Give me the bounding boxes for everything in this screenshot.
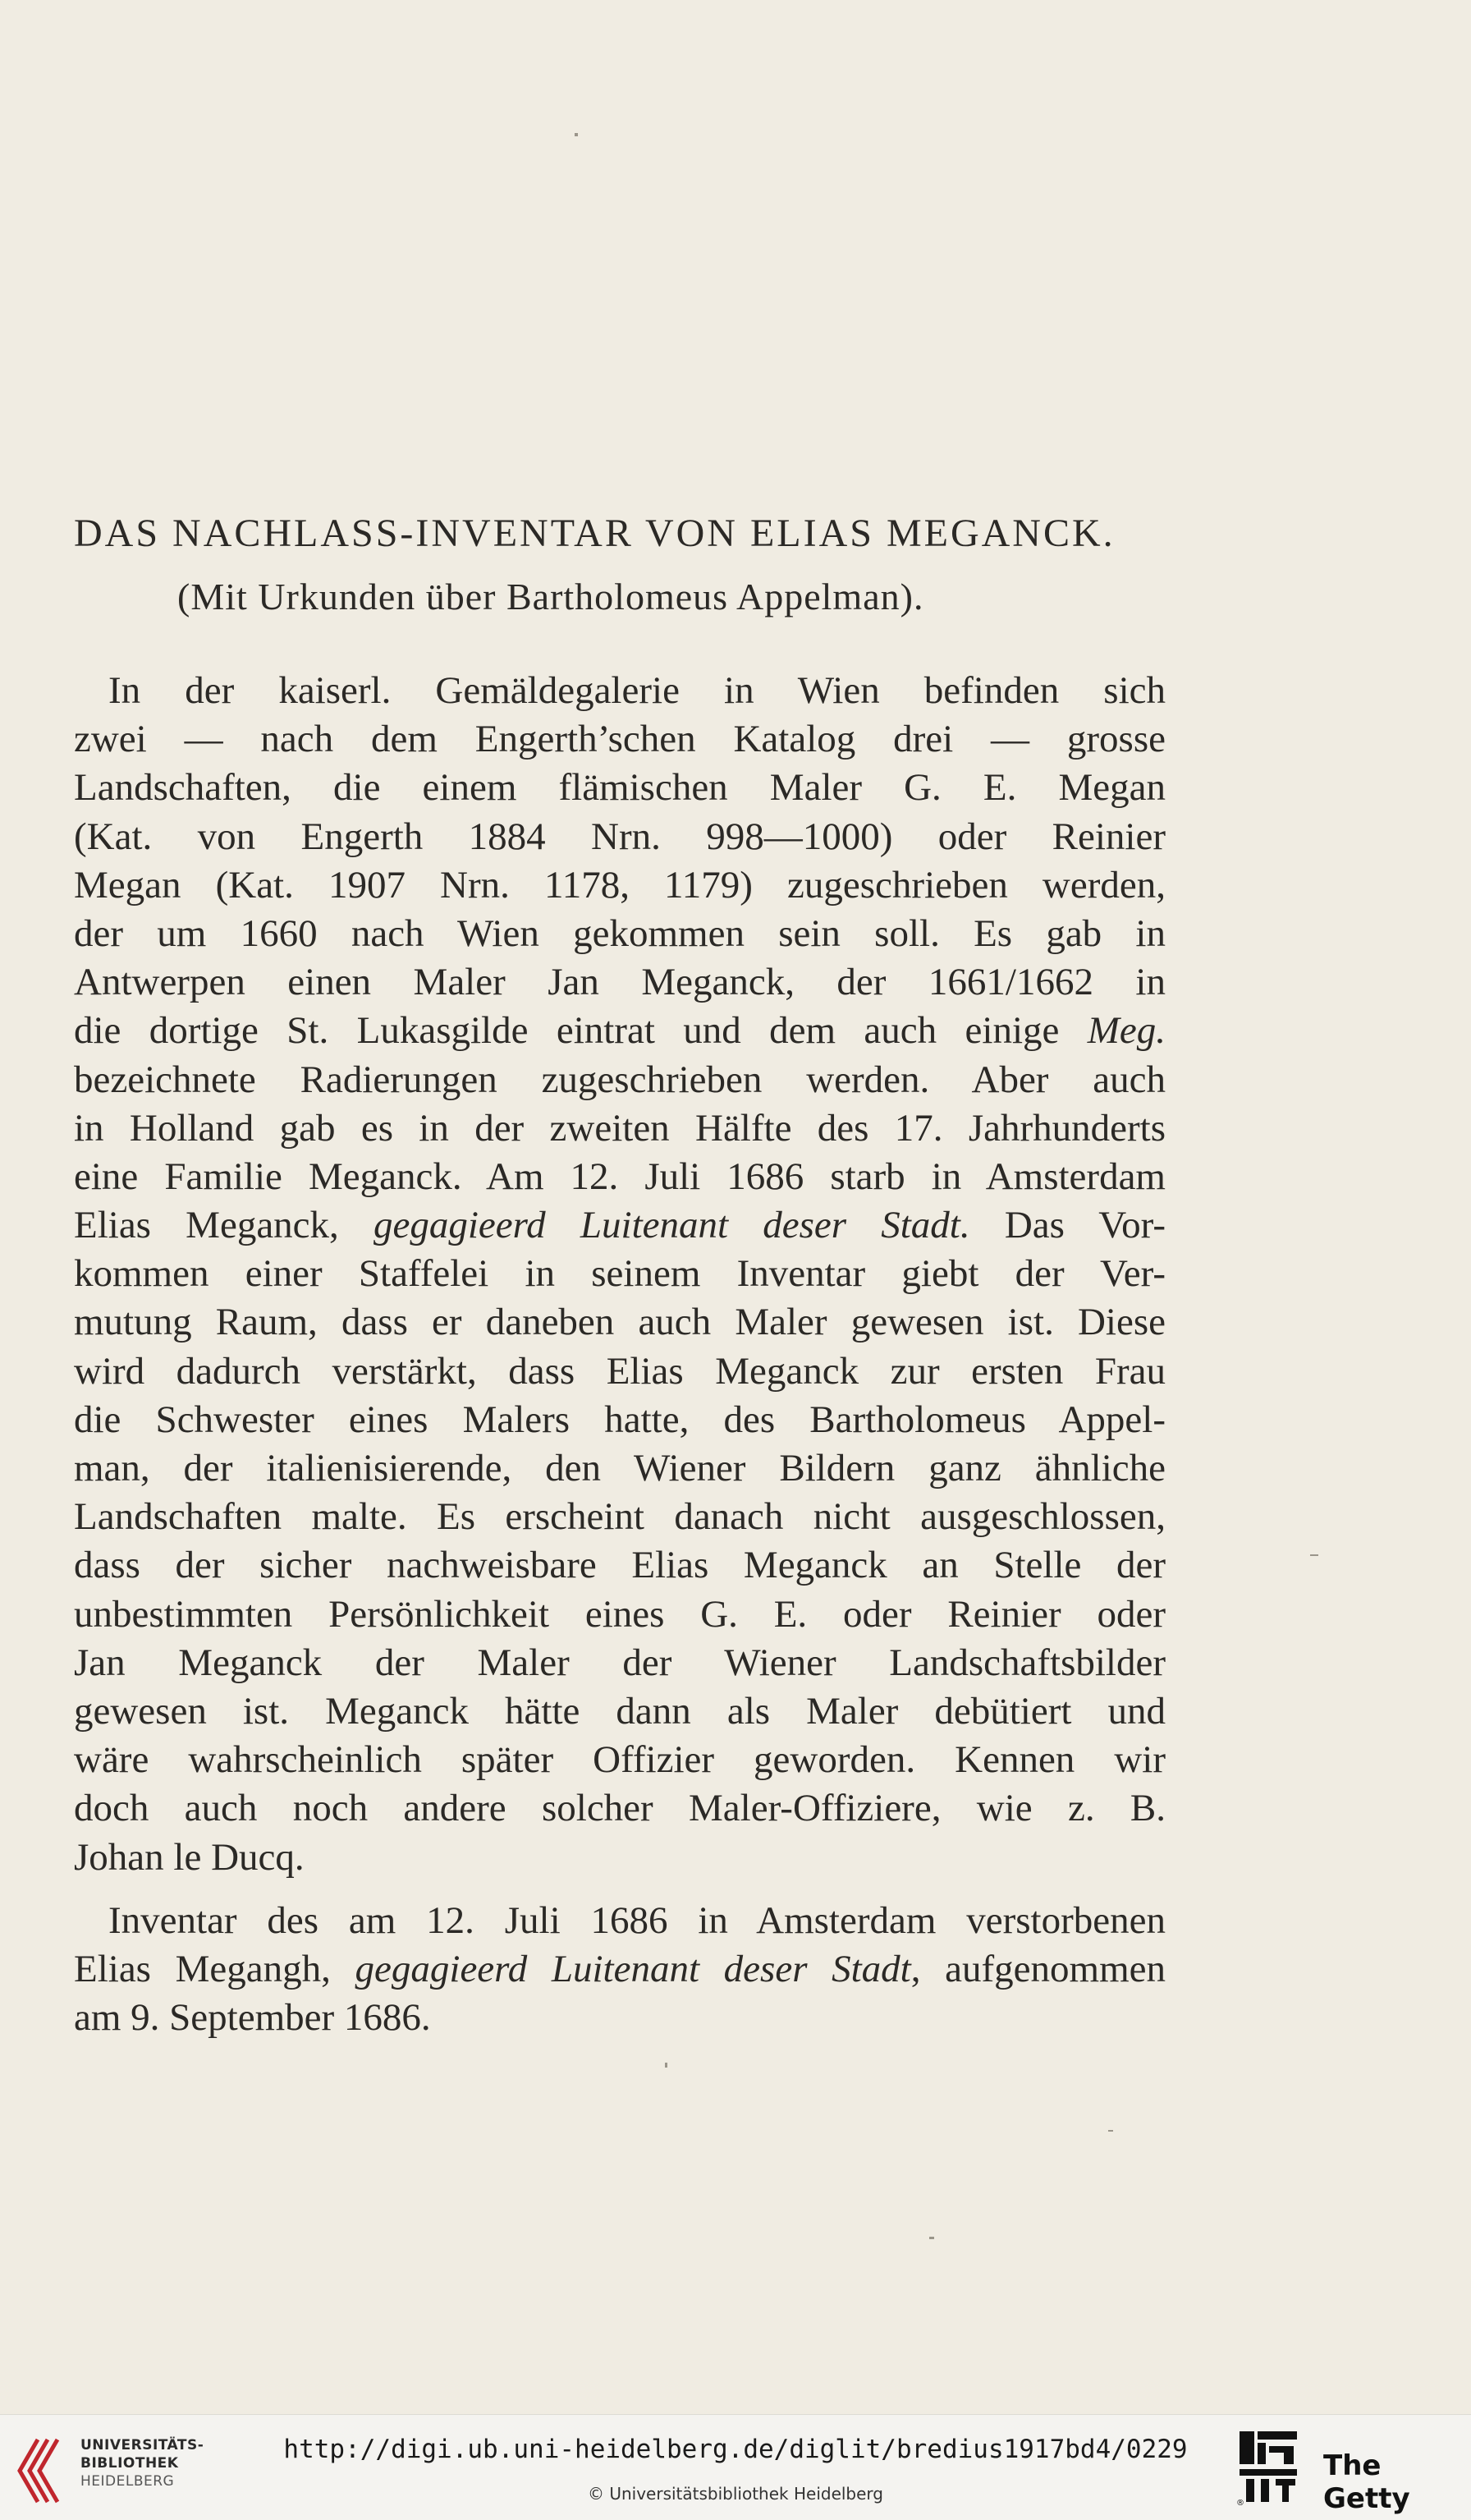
text-line: gewesen ist. Meganck hätte dann als Maler debütiert und [74, 1689, 1166, 1733]
text-line: Jan Meganck der Maler der Wiener Landschaftsbilder [74, 1641, 1166, 1684]
paragraph-2 [74, 1897, 1166, 2043]
footer-bar [0, 2414, 1471, 2520]
text-line: unbestimmten Persönlichkeit eines G. E. oder Reinier oder [74, 1592, 1166, 1636]
text-run: die dortige St. Lukasgilde eintrat und dem auch einige [74, 1009, 1088, 1053]
text-line: Johan le Ducq. [74, 1835, 305, 1879]
page-subtitle: (Mit Urkunden über Bartholomeus Appelman). [177, 576, 924, 617]
paragraph-1 [74, 667, 1166, 1882]
text-line: am 9. September 1686. [74, 1996, 431, 2040]
text-line: mutung Raum, dass er daneben auch Maler gewesen ist. Diese [74, 1301, 1166, 1344]
italic-phrase: gegagieerd Luitenant deser Stadt. [373, 1204, 970, 1247]
text-line: die Schwester eines Malers hatte, des Bartholomeus Appel- [74, 1398, 1166, 1441]
text-line: dass der sicher nachweisbare Elias Meganck an Stelle der [74, 1544, 1166, 1587]
text-line: doch auch noch andere solcher Maler-Offiziere, wie z. B. [74, 1787, 1166, 1830]
text-line: eine Familie Meganck. Am 12. Juli 1686 starb in Amsterdam [74, 1154, 1166, 1198]
text-line [74, 1007, 1166, 1055]
library-line-1: UNIVERSITÄTS- [80, 2437, 204, 2453]
italic-phrase: gegagieerd Luitenant deser Stadt [355, 1948, 911, 1991]
scan-speck [575, 133, 578, 136]
text-line: wäre wahrscheinlich später Offizier geworden. Kennen wir [74, 1738, 1166, 1782]
text-line: Landschaften, die einem flämischen Maler G. E. Megan [74, 766, 1166, 810]
registered-mark: ® [1236, 2499, 1244, 2507]
text-line: zwei — nach dem Engerth’schen Katalog drei — grosse [74, 718, 1166, 761]
text-line [74, 1201, 1166, 1250]
scan-speck [929, 2237, 934, 2239]
text-line: Megan (Kat. 1907 Nrn. 1178, 1179) zugeschrieben werden, [74, 863, 1166, 907]
partner-name: The Getty [1323, 2449, 1410, 2515]
page-title: DAS NACHLASS-INVENTAR VON ELIAS MEGANCK. [74, 512, 1116, 555]
text-line: In der kaiserl. Gemäldegalerie in Wien befinden sich [108, 669, 1166, 712]
text-line: der um 1660 nach Wien gekommen sein soll. Es gab in [74, 911, 1166, 955]
text-run: Elias Megangh, [74, 1948, 355, 1991]
library-line-3: HEIDELBERG [80, 2473, 175, 2490]
text-line: wird dadurch verstärkt, dass Elias Meganck zur ersten Frau [74, 1349, 1166, 1393]
text-line: man, der italienisierende, den Wiener Bildern ganz ähnliche [74, 1447, 1166, 1490]
text-run: Elias Meganck, [74, 1204, 373, 1247]
scan-speck [1108, 2130, 1113, 2132]
scan-speck [665, 2063, 667, 2068]
permalink-url[interactable]: http://digi.ub.uni-heidelberg.de/diglit/bredius1917bd4/0229 [283, 2435, 1188, 2464]
italic-phrase: Meg. [1087, 1009, 1166, 1053]
text-run: Das Vor- [969, 1204, 1166, 1247]
scan-speck [1310, 1554, 1318, 1556]
text-line [74, 1945, 1166, 1994]
text-line: kommen einer Staffelei in seinem Inventar giebt der Ver- [74, 1252, 1166, 1296]
text-line: bezeichnete Radierungen zugeschrieben werden. Aber auch [74, 1058, 1166, 1101]
text-line: in Holland gab es in der zweiten Hälfte des 17. Jahrhunderts [74, 1106, 1166, 1150]
text-line: Landschaften malte. Es erscheint danach nicht ausgeschlossen, [74, 1495, 1166, 1539]
text-line: (Kat. von Engerth 1884 Nrn. 998—1000) oder Reinier [74, 815, 1166, 858]
library-line-2: BIBLIOTHEK [80, 2455, 179, 2472]
text-run: , aufgenommen [910, 1948, 1166, 1991]
getty-logo-icon [1236, 2428, 1300, 2507]
text-line: Inventar des am 12. Juli 1686 in Amsterdam verstorbenen [108, 1899, 1166, 1942]
copyright-notice: © Universitätsbibliothek Heidelberg [587, 2484, 883, 2504]
text-line: Antwerpen einen Maler Jan Meganck, der 1661/1662 in [74, 961, 1166, 1004]
